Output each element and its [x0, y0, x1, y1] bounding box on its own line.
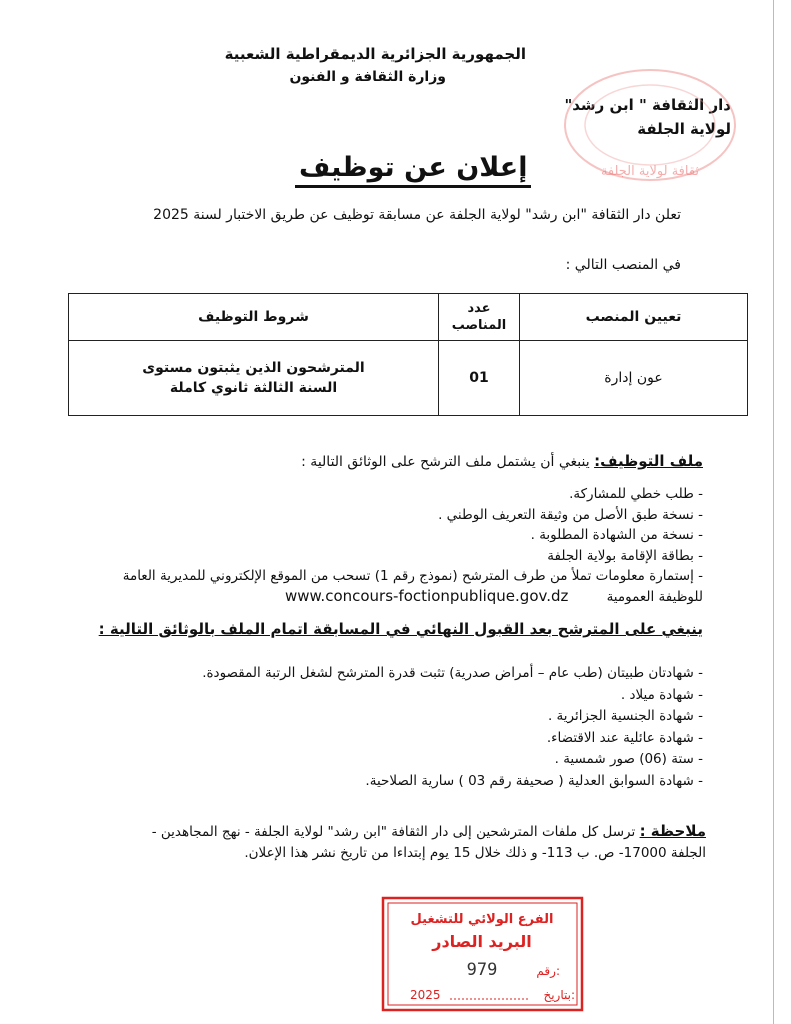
stamp-date-label: بتاريخ:	[543, 988, 575, 1002]
republic-heading: الجمهورية الجزائرية الديمقراطية الشعبية	[224, 45, 526, 63]
header-count	[439, 294, 520, 341]
note-section	[56, 821, 706, 864]
list-item: - إستمارة معلومات تملأ من طرف المترشح (نموذج رقم 1) تسحب من الموقع الإلكتروني للمديرية العامة	[122, 568, 703, 584]
ministry-heading: وزارة الثقافة و الفنون	[289, 69, 446, 85]
list-item: - شهادة ميلاد .	[620, 686, 703, 703]
list-item: - شهادة عائلية عند الاقتضاء.	[546, 729, 703, 746]
house-of-culture: دار الثقافة " ابن رشد"	[564, 96, 731, 114]
header-conditions: شروط التوظيف	[69, 294, 439, 341]
registry-stamp	[380, 895, 585, 1013]
header-post: تعيين المنصب	[520, 294, 748, 341]
cell-conditions	[69, 341, 439, 416]
stamp-number: 979	[466, 960, 498, 980]
official-seal-stamp	[555, 35, 755, 185]
scan-edge-line	[773, 0, 774, 1024]
file-heading-line	[73, 452, 703, 470]
wilaya-label: لولاية الجلفة	[637, 120, 731, 138]
file-heading: ملف التوظيف:	[594, 452, 703, 470]
svg-text:ثقافة لولاية الجلفة: ثقافة لولاية الجلفة	[600, 164, 700, 179]
stamp-line2: البريد الصادر	[432, 932, 532, 951]
note-line1: ترسل كل ملفات المترشحين إلى دار الثقافة "ابن رشد" لولاية الجلفة - نهج المجاهدين -	[151, 824, 636, 840]
stamp-date: 2025	[410, 988, 441, 1002]
stamp-line1: الفرع الولائي للتشغيل	[410, 912, 554, 927]
header-count-line1: عدد	[467, 301, 491, 316]
conditions-line1: المترشحون الذين يثبتون مستوى	[142, 360, 365, 376]
cell-count: 01	[439, 341, 520, 416]
conditions-line2: السنة الثالثة ثانوي كاملة	[169, 380, 338, 396]
positions-table	[68, 293, 748, 416]
intro-position-label: في المنصب التالي :	[565, 257, 681, 273]
header-count-line2: المناصب	[451, 318, 507, 333]
list-item: - نسخة من الشهادة المطلوبة .	[530, 527, 703, 543]
file-lead: ينبغي أن يشتمل ملف الترشح على الوثائق التالية :	[301, 454, 590, 470]
list-item-cont: للوظيفة العمومية	[606, 588, 703, 605]
note-line2: الجلفة 17000- ص. ب 113- و ذلك خلال 15 يوم إبتداءا من تاريخ نشر هذا الإعلان.	[244, 845, 706, 861]
final-heading: ينبغي على المترشح بعد القبول النهائي في المسابقة اتمام الملف بالوثائق التالية :	[98, 620, 703, 638]
list-item: - بطاقة الإقامة بولاية الجلفة	[547, 547, 703, 564]
list-item: - نسخة طبق الأصل من وثيقة التعريف الوطني .	[438, 506, 703, 523]
table-header-row	[69, 294, 748, 341]
list-item: - شهادتان طبيتان (طب عام – أمراض صدرية) تثبت قدرة المترشح لشغل الرتبة المقصودة.	[202, 665, 703, 681]
list-item: - شهادة الجنسية الجزائرية .	[547, 708, 703, 724]
url-text: www.concours-foctionpublique.gov.dz	[285, 587, 569, 605]
table-row	[69, 341, 748, 416]
page-title: إعلان عن توظيف	[295, 152, 531, 188]
note-heading: ملاحظة :	[639, 822, 706, 840]
list-item: - ستة (06) صور شمسية .	[554, 751, 703, 767]
list-item: - طلب خطي للمشاركة.	[569, 486, 703, 502]
intro-text: تعلن دار الثقافة "ابن رشد" لولاية الجلفة عن مسابقة توظيف عن طريق الاختبار لسنة 2025	[153, 207, 681, 223]
stamp-number-label: رقم:	[536, 964, 560, 978]
final-items-list	[63, 663, 703, 792]
list-item: - شهادة السوابق العدلية ( صحيفة رقم 03 ) سارية الصلاحية.	[365, 772, 703, 789]
file-section	[73, 452, 703, 607]
note-line1-row	[56, 821, 706, 843]
cell-post: عون إدارة	[520, 341, 748, 416]
